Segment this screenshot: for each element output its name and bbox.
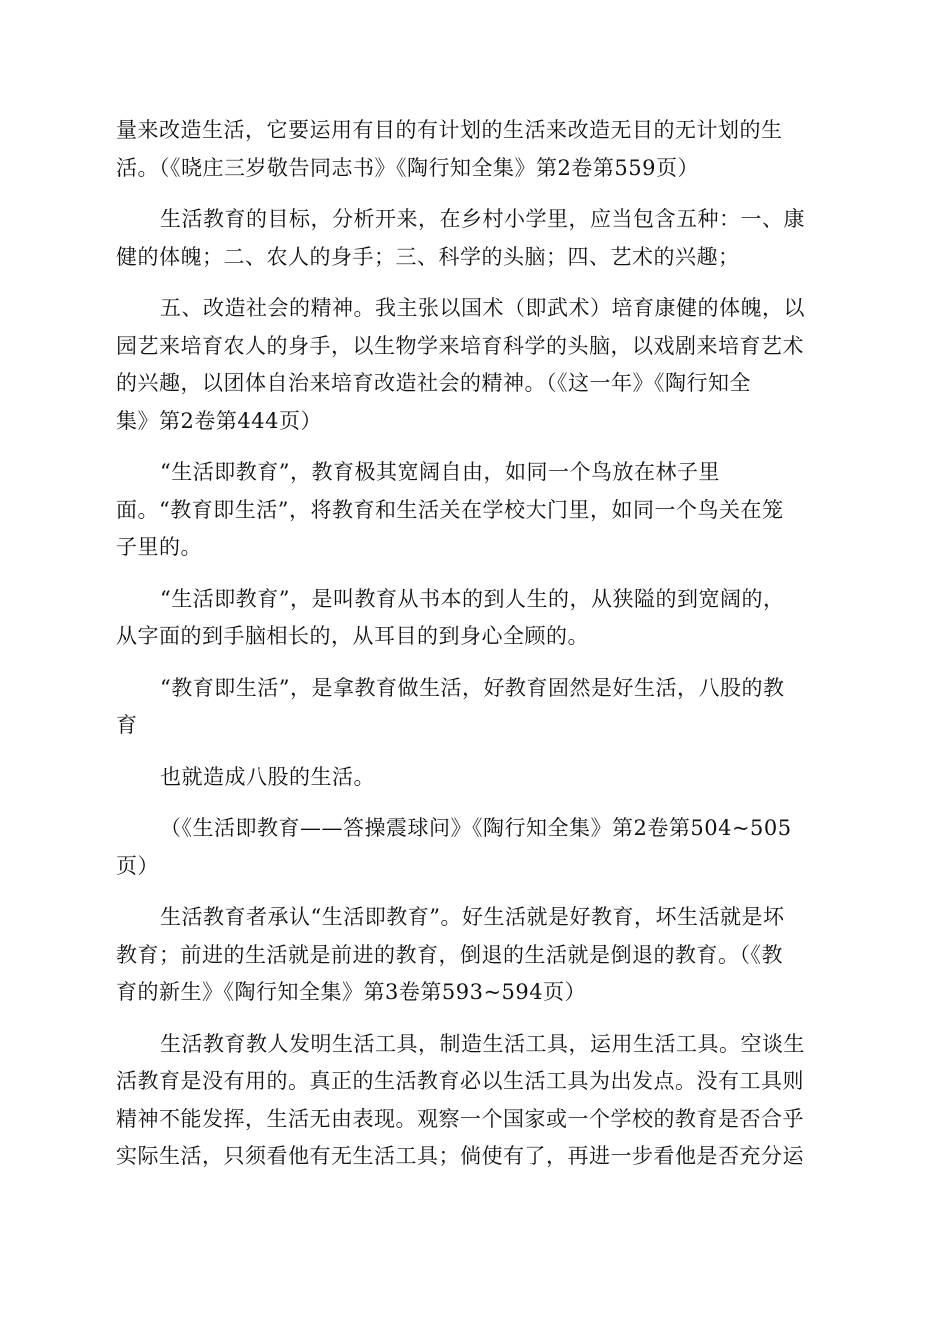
paragraph [116,899,834,1012]
text-line: 教育；前进的生活就是前进的教育，倒退的生活就是倒退的教育。（《教 [116,942,783,967]
text-line: 生活教育教人发明生活工具，制造生活工具，运用生活工具。空谈生 [160,1031,805,1056]
text-line: 活。（《晓庄三岁敬告同志书》《陶行知全集》第2卷第559页） [116,155,699,180]
text-line: 育的新生》《陶行知全集》第3卷第593~594页） [116,980,587,1004]
text-line: （《生活即教育——答操震球问》《陶行知全集》第2卷第504~505 [160,816,792,840]
text-line: 精神不能发挥，生活无由表现。观察一个国家或一个学校的教育是否合乎 [116,1106,804,1131]
paragraph [116,670,834,745]
text-line: 从字面的到手脑相长的，从耳目的到身心全顾的。 [116,624,589,648]
text-line: “教育即生活”，是拿教育做生活，好教育固然是好生活，八股的教 [160,675,785,700]
text-line: 实际生活，只须看他有无生活工具；倘使有了，再进一步看他是否充分运 [116,1144,804,1168]
text-line: 子里的。 [116,535,202,559]
text-line: 健的体魄；二、农人的身手；三、科学的头脑；四、艺术的兴趣； [116,244,740,269]
paragraph [116,581,834,656]
paragraph [116,290,834,440]
paragraph [116,454,834,567]
paragraph [116,759,834,797]
text-line: 的兴趣，以团体自治来培育改造社会的精神。（《这一年》《陶行知全 [116,371,751,395]
paragraph [116,810,834,885]
text-line: 面。“教育即生活”，将教育和生活关在学校大门里，如同一个鸟关在笼 [116,497,784,522]
text-line: 活教育是没有用的。真正的生活教育必以生活工具为出发点。没有工具则 [116,1069,804,1093]
text-line: 也就造成八股的生活。 [160,764,375,789]
text-line: 页） [116,853,159,878]
text-line: 园艺来培育农人的身手，以生物学来培育科学的头脑，以戏剧来培育艺术 [116,333,804,358]
paragraph [116,201,834,276]
text-line: 集》第2卷第444页） [116,408,322,433]
paragraph [116,112,834,187]
document-page [116,112,834,1190]
text-line: 生活教育者承认“生活即教育”。好生活就是好教育，坏生活就是坏 [160,905,785,929]
text-line: 五、改造社会的精神。我主张以国术（即武术）培育康健的体魄，以 [160,296,805,320]
paragraph [116,1026,834,1176]
text-line: 育 [116,713,138,737]
text-line: “生活即教育”，教育极其宽阔自由，如同一个鸟放在林子里 [160,460,720,484]
text-line: “生活即教育”，是叫教育从书本的到人生的，从狭隘的到宽阔的， [160,586,785,611]
text-line: 量来改造生活，它要运用有目的有计划的生活来改造无目的无计划的生 [116,118,783,142]
text-line: 生活教育的目标，分析开来，在乡村小学里，应当包含五种：一、康 [160,207,805,231]
